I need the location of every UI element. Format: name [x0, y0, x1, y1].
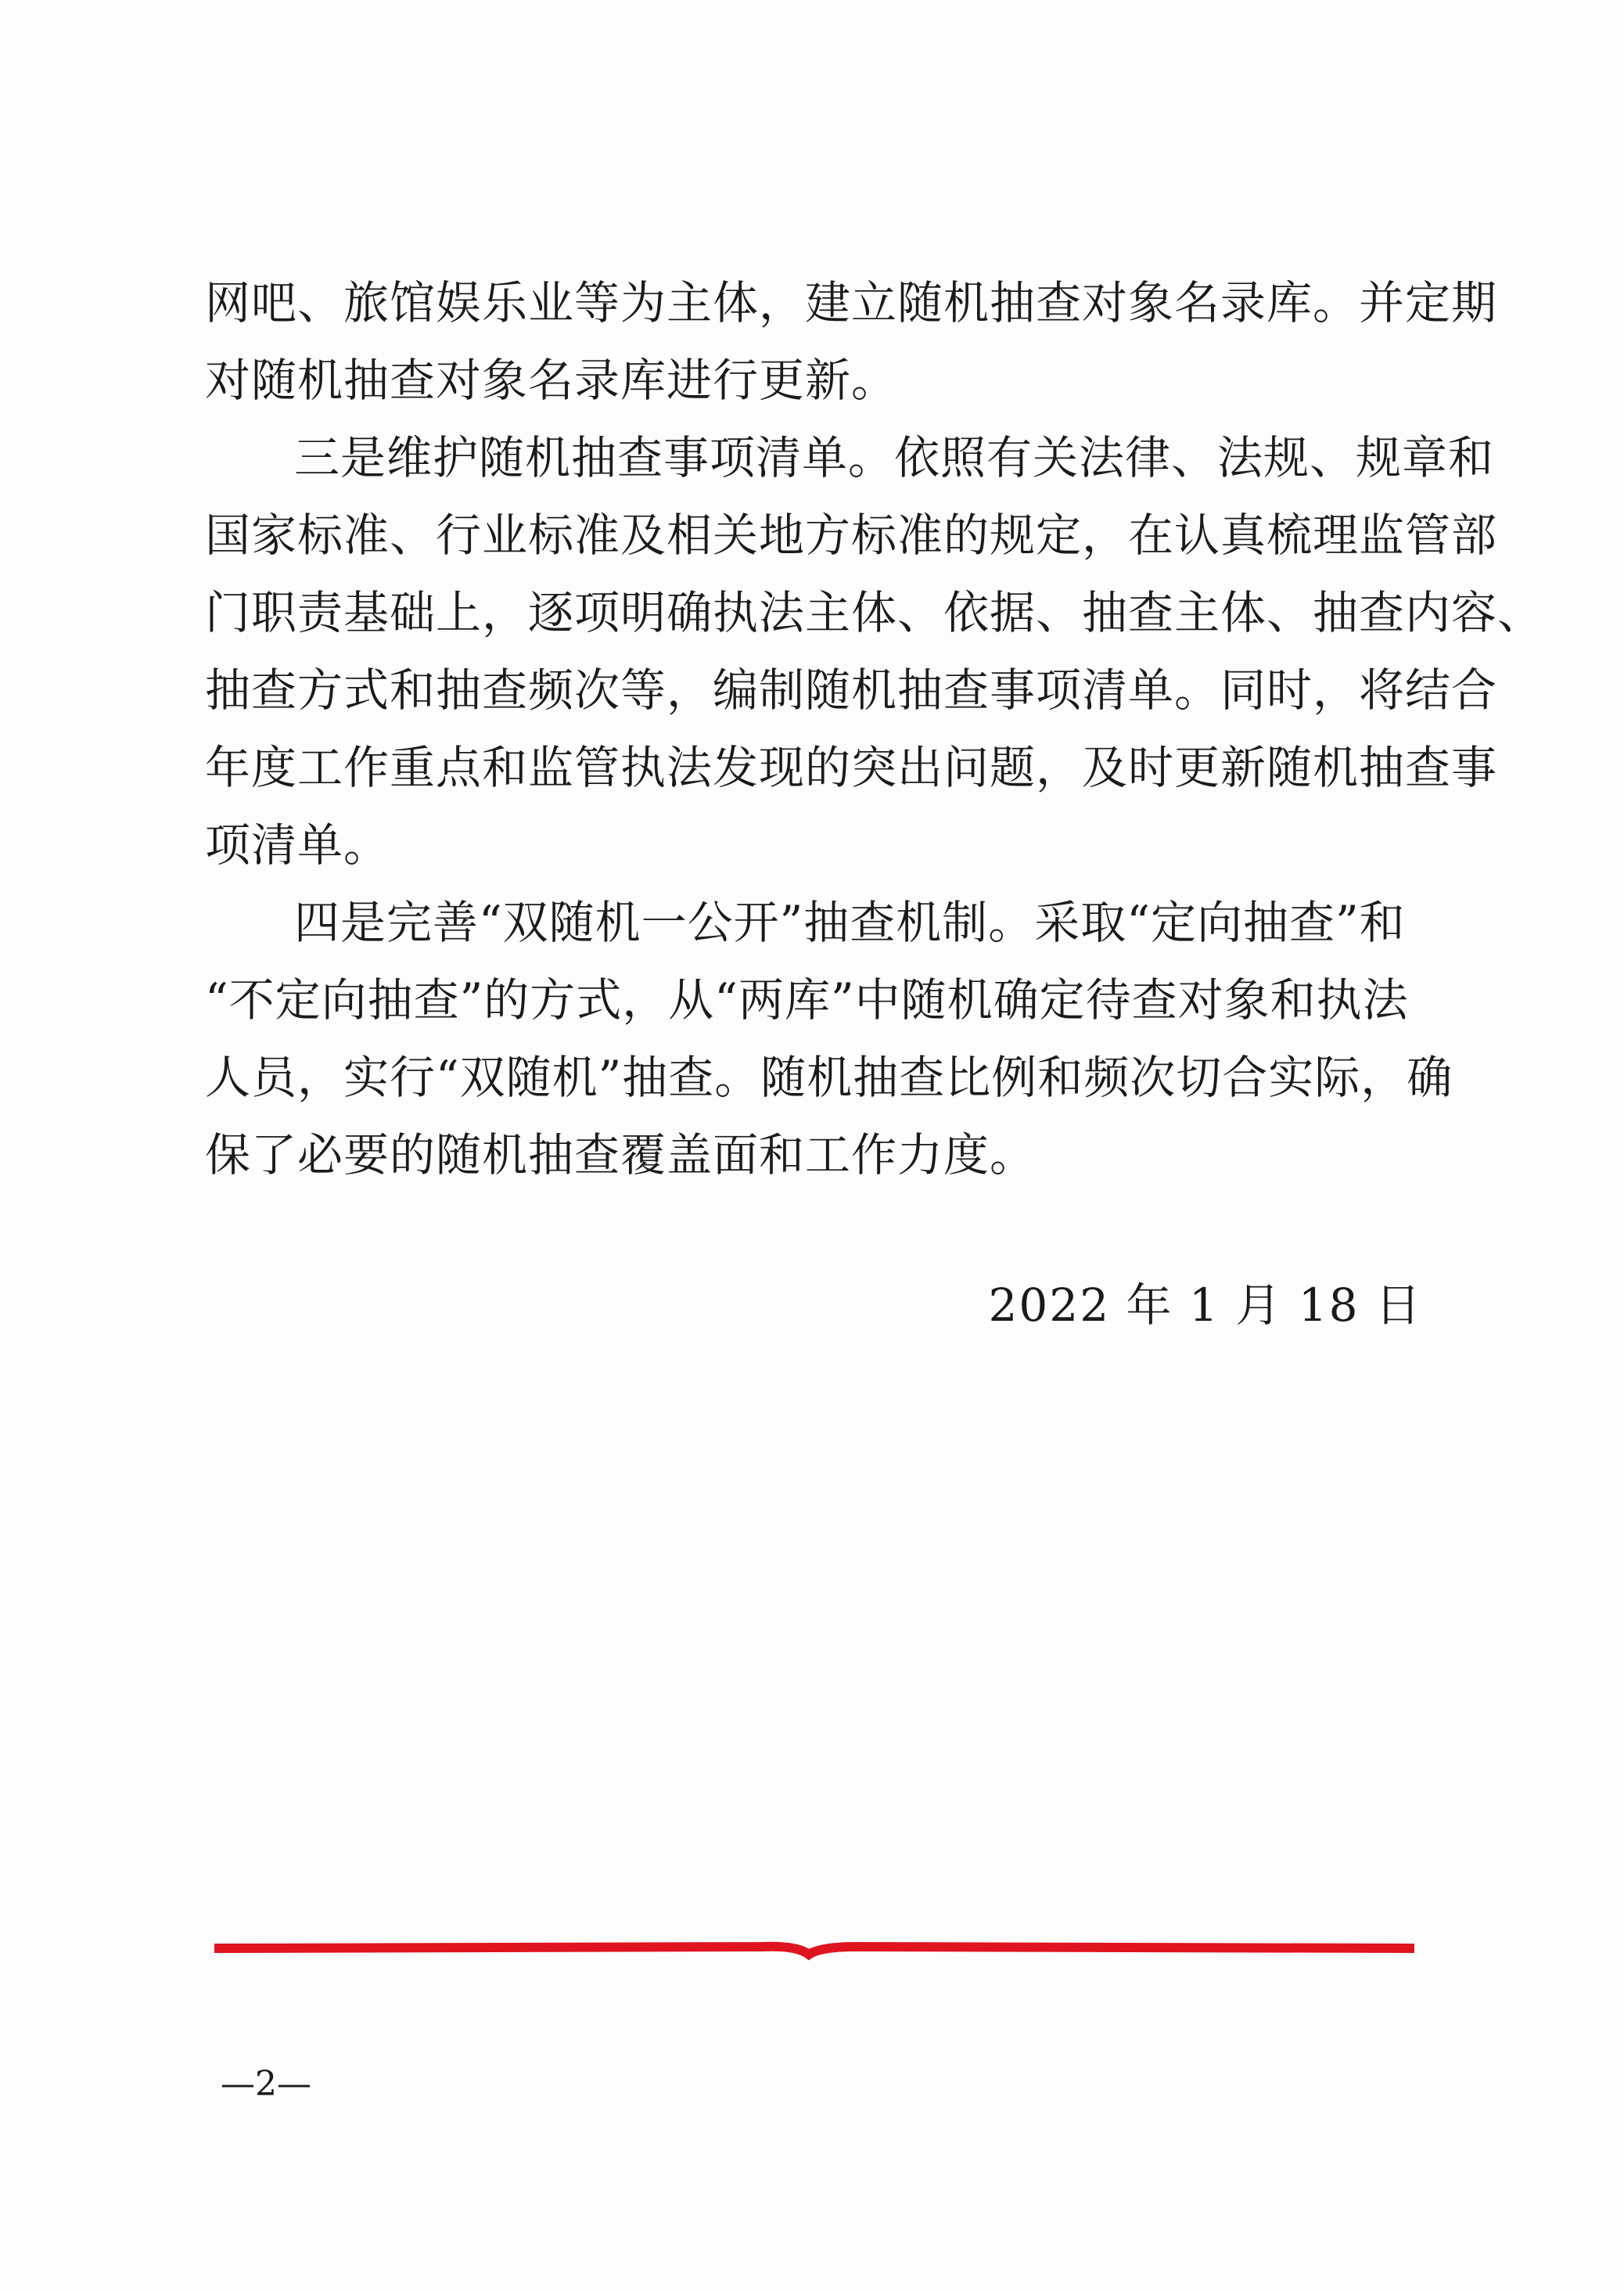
- document-body: [205, 264, 1544, 1194]
- text-line: 三是维护随机抽查事项清单。依照有关法律、法规、规章和: [294, 431, 1495, 484]
- text-line: 保了必要的随机抽查覆盖面和工作力度。: [205, 1128, 1037, 1181]
- text-line: 国家标准、行业标准及相关地方标准的规定，在认真梳理监管部: [205, 509, 1498, 562]
- page-number: —2—: [221, 2064, 311, 2104]
- text-line: 网吧、旅馆娱乐业等为主体，建立随机抽查对象名录库。并定期: [205, 276, 1498, 329]
- text-line: “不定向抽查”的方式，从“两库”中随机确定待查对象和执法: [205, 973, 1409, 1027]
- text-line: 抽查方式和抽查频次等，编制随机抽查事项清单。同时，将结合: [205, 664, 1498, 717]
- text-line: 对随机抽查对象名录库进行更新。: [205, 354, 898, 407]
- text-line: 年度工作重点和监管执法发现的突出问题，及时更新随机抽查事: [205, 741, 1498, 794]
- text-line: 四是完善“双随机一公开”抽查机制。采取“定向抽查”和: [294, 896, 1406, 949]
- red-separator-line: [214, 1934, 1414, 1966]
- text-line: 人员，实行“双随机”抽查。随机抽查比例和频次切合实际，确: [205, 1051, 1453, 1104]
- red-separator-stroke: [214, 1947, 1414, 1955]
- text-line: 门职责基础上，逐项明确执法主体、依据、抽查主体、抽查内容、: [205, 586, 1544, 639]
- document-date: 2022 年 1 月 18 日: [988, 1279, 1422, 1332]
- text-line: 项清单。: [205, 818, 390, 872]
